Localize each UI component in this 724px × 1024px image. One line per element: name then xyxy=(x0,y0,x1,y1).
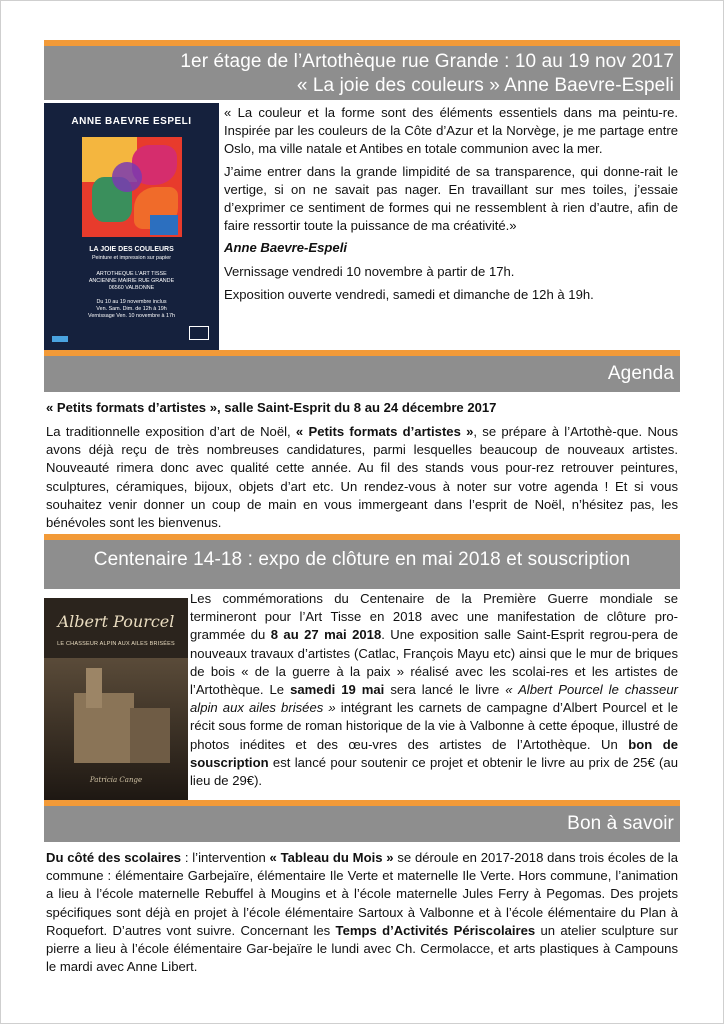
centenaire-text: Les commémorations du Centenaire de la Première Guerre mondiale se termineront pour l’Art Tisse en 2018 avec une manifestation de clôture pro-grammée du 8 au 27 mai 2018. Une exposition salle Saint-Esprit regrou-pera de nouveaux travaux d’artistes (Catlac, François Mayu etc) ainsi que le mur de briques de bois « de la guerre à la paix » réalisé avec les scolai-res et les artistes de l’Artothèque. Le samedi 19 mai sera lancé le livre « Albert Pourcel le chasseur alpin aux ailes brisées » intégrant les carnets de campagne d’Albert Pourcel et le récit sous forme de roman historique de la vie à Valbonne à cette époque, illustré de photos inédites et des œu-vres des artistes de l’Artothèque. Un bon de souscription est lancé pour soutenir ce projet et obtenir le livre au prix de 25€ (au lieu de 29€). xyxy=(190,591,678,789)
poster-logo-right xyxy=(189,326,209,340)
book-cover xyxy=(44,598,188,802)
poster-logo-left xyxy=(52,336,68,342)
poster-subtitle: Peinture et impression sur papier xyxy=(91,255,172,261)
centenaire-title: Centenaire 14-18 : expo de clôture en mai 2018 et souscription xyxy=(93,549,631,570)
poster-artist: ANNE BAEVRE ESPELI xyxy=(71,116,192,127)
bon-a-savoir-banner xyxy=(44,800,680,842)
book-subtitle: LE CHASSEUR ALPIN AUX AILES BRISÉES xyxy=(57,641,175,647)
poster-dates-2: Ven. Sam. Dim. de 12h à 19h xyxy=(96,306,167,312)
poster-venue-3: 06560 VALBONNE xyxy=(108,285,155,291)
agenda-heading: « Petits formats d’artistes », salle Saint-Esprit du 8 au 24 décembre 2017 xyxy=(46,400,497,415)
poster-venue-1: ARTOTHEQUE L'ART TISSE xyxy=(96,271,167,277)
exhibition-subtitle: « La joie des couleurs » Anne Baevre-Espeli xyxy=(296,75,674,96)
agenda-title: Agenda xyxy=(607,363,674,384)
agenda-banner xyxy=(44,350,680,392)
poster-venue-2: ANCIENNE MAIRIE RUE GRANDE xyxy=(88,278,175,284)
vernissage-info: Vernissage vendredi 10 novembre à partir de 17h. xyxy=(224,263,515,279)
artist-signature: Anne Baevre-Espeli xyxy=(224,240,347,256)
poster-title: LA JOIE DES COULEURS xyxy=(89,246,174,253)
poster-dates-1: Du 10 au 19 novembre inclus xyxy=(96,299,167,305)
bon-a-savoir-title: Bon à savoir xyxy=(567,813,674,834)
poster-dates-3: Vernissage Ven. 10 novembre à 17h xyxy=(88,313,175,319)
exhibition-text xyxy=(224,104,678,304)
bon-a-savoir-text: Du côté des scolaires : l’intervention « Tableau du Mois » se déroule en 2017-2018 dans trois écoles de la commune : élémentaire Garbejaïre, élémentaire Ile Verte et maternelle Ile Verte. Hors commune, l’animation a lieu à l’école maternelle Rebuffel à Mougins et à l’école maternelle Jules Ferry à Pegomas. Des projets spécifiques sont déjà en projet à l’école élémentaire Sartoux à Valbonne et à l’école élémentaire du Plan à Roquefort. D’autres vont suivre. Concernant les Temps d’Activités Périscolaires un atelier sculpture sur pierre a lieu à l’école élémentaire Gar-bejaïre le lundi avec Ch. Cermolacce, et arts plastiques à Campouns le mardi avec Anne Libert. xyxy=(46,850,678,975)
centenaire-banner xyxy=(44,534,680,589)
artist-quote-1: « La couleur et la forme sont des éléments essentiels dans ma peintu-re. Inspirée par les couleurs de la Côte d’Azur et la Norvège, je me partage entre Oslo, ma ville natale et Antibes en totale communion avec la mer. xyxy=(224,105,678,157)
opening-hours: Exposition ouverte vendredi, samedi et dimanche de 12h à 19h. xyxy=(224,286,594,302)
artist-quote-2: J’aime entrer dans la grande limpidité de sa transparence, qui donne-rait le vertige, si on ne savait pas nager. En travaillant sur mes toiles, j’essaie d’exprimer ce sentiment de formes qui ne ressemblent à rien d’autre, afin de faire ressortir toute la puissance de ma créativité.» xyxy=(224,163,678,234)
exhibition-banner xyxy=(44,40,680,100)
exhibition-title: 1er étage de l’Artothèque rue Grande : 10 au 19 nov 2017 xyxy=(180,51,674,72)
exhibition-poster xyxy=(44,103,219,350)
book-title: Albert Pourcel xyxy=(57,612,175,631)
poster-painting xyxy=(82,137,182,237)
book-author: Patricia Cange xyxy=(89,776,143,784)
agenda-text: La traditionnelle exposition d’art de Noël, « Petits formats d’artistes », se prépare à l’Artothè-que. Nous avons déjà reçu de très nombreuses candidatures, parmi lesquelles beaucoup de nouveaux artistes. Nouveauté rimera donc avec qualité cette année. Au fil des stands vous pour-rez retrouver peintures, sculptures, céramiques, bijoux, objets d’art etc. Un rendez-vous à noter sur votre agenda ! Et si vous souhaitez venir donner un coup de main en vous immergeant dans l’esprit de Noël, n’hésitez pas, les bénévoles sont les bienvenus. xyxy=(46,424,679,531)
